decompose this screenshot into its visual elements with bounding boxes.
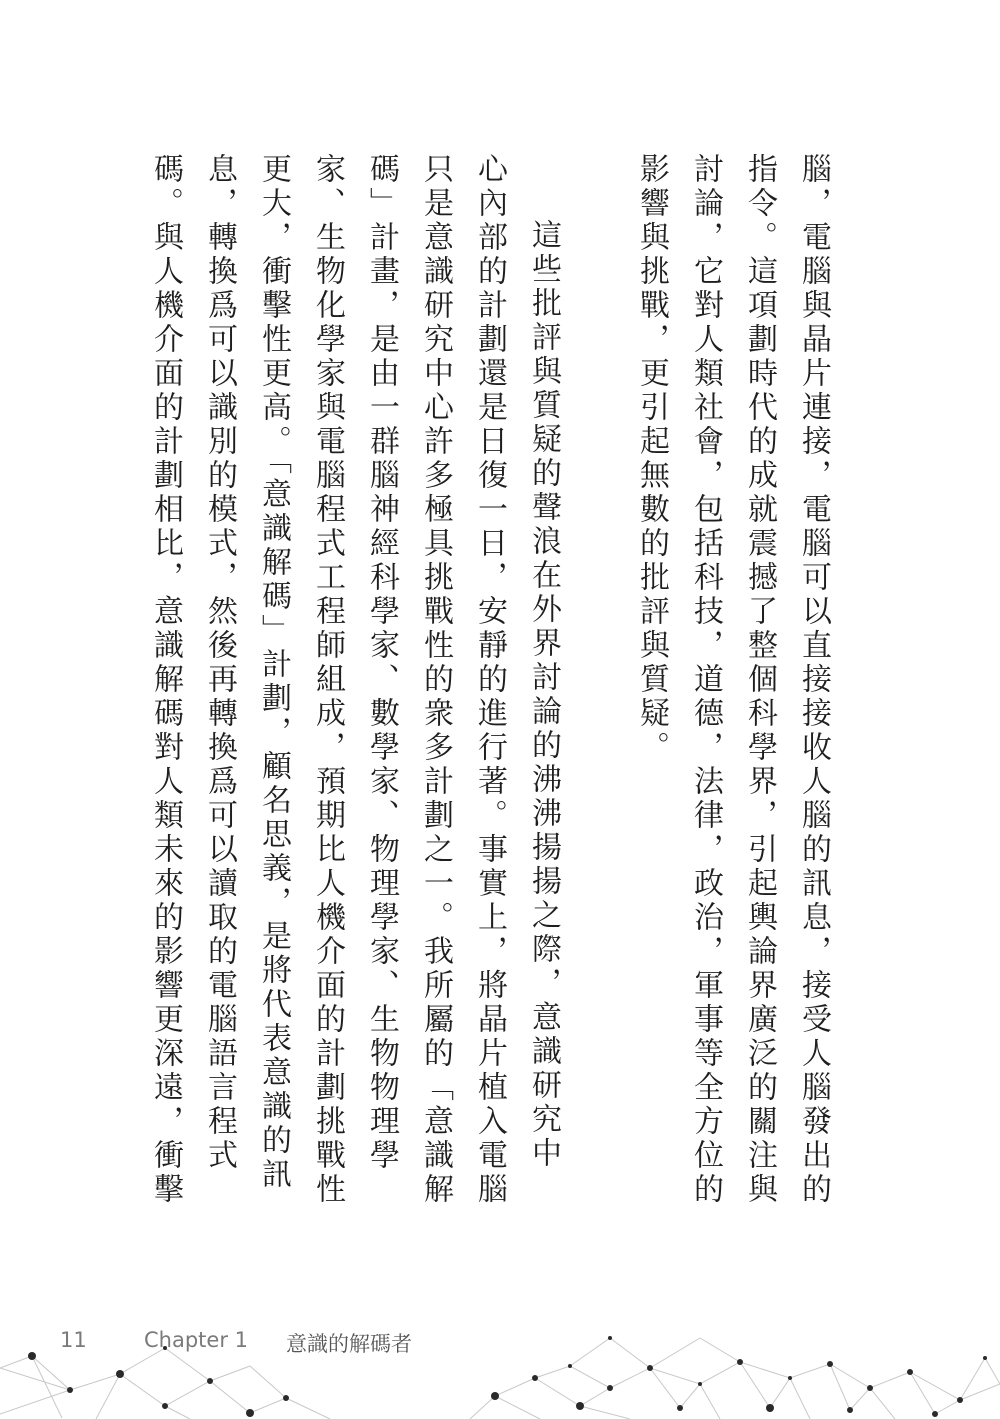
- text-column: 影響與挑戰，更引起無數的批評與質疑。: [634, 153, 669, 765]
- text-column: 指令。這項劃時代的成就震撼了整個科學界，引起輿論界廣泛的關注與: [742, 153, 777, 1207]
- page-number: 11: [60, 1328, 87, 1352]
- text-column: 只是意識研究中心許多極具挑戰性的衆多計劃之一。我所屬的「意識解: [418, 153, 453, 1207]
- text-column: 腦，電腦與晶片連接，電腦可以直接接收人腦的訊息，接受人腦發出的: [796, 153, 831, 1207]
- text-column: 家、生物化學家與電腦程式工程師組成，預期比人機介面的計劃挑戰性: [310, 153, 345, 1207]
- page-footer: [0, 1318, 1000, 1419]
- chapter-label: Chapter 1: [144, 1328, 248, 1352]
- text-column: 更大，衝擊性更高。「意識解碼」計劃，顧名思義，是將代表意識的訊: [256, 153, 291, 1192]
- text-column: 息，轉換爲可以識別的模式，然後再轉換爲可以讀取的電腦語言程式: [202, 153, 237, 1173]
- text-column: 這些批評與質疑的聲浪在外界討論的沸沸揚揚之際，意識研究中: [526, 219, 561, 1171]
- text-column: 心內部的計劃還是日復一日，安靜的進行著。事實上，將晶片植入電腦: [472, 153, 507, 1207]
- text-column: 碼」計畫，是由一群腦神經科學家、數學家、物理學家、生物物理學: [364, 153, 399, 1173]
- chapter-title: 意識的解碼者: [286, 1332, 412, 1356]
- text-column: 碼。與人機介面的計劃相比，意識解碼對人類未來的影響更深遠，衝擊: [148, 153, 183, 1207]
- text-column: 討論，它對人類社會，包括科技，道德，法律，政治，軍事等全方位的: [688, 153, 723, 1207]
